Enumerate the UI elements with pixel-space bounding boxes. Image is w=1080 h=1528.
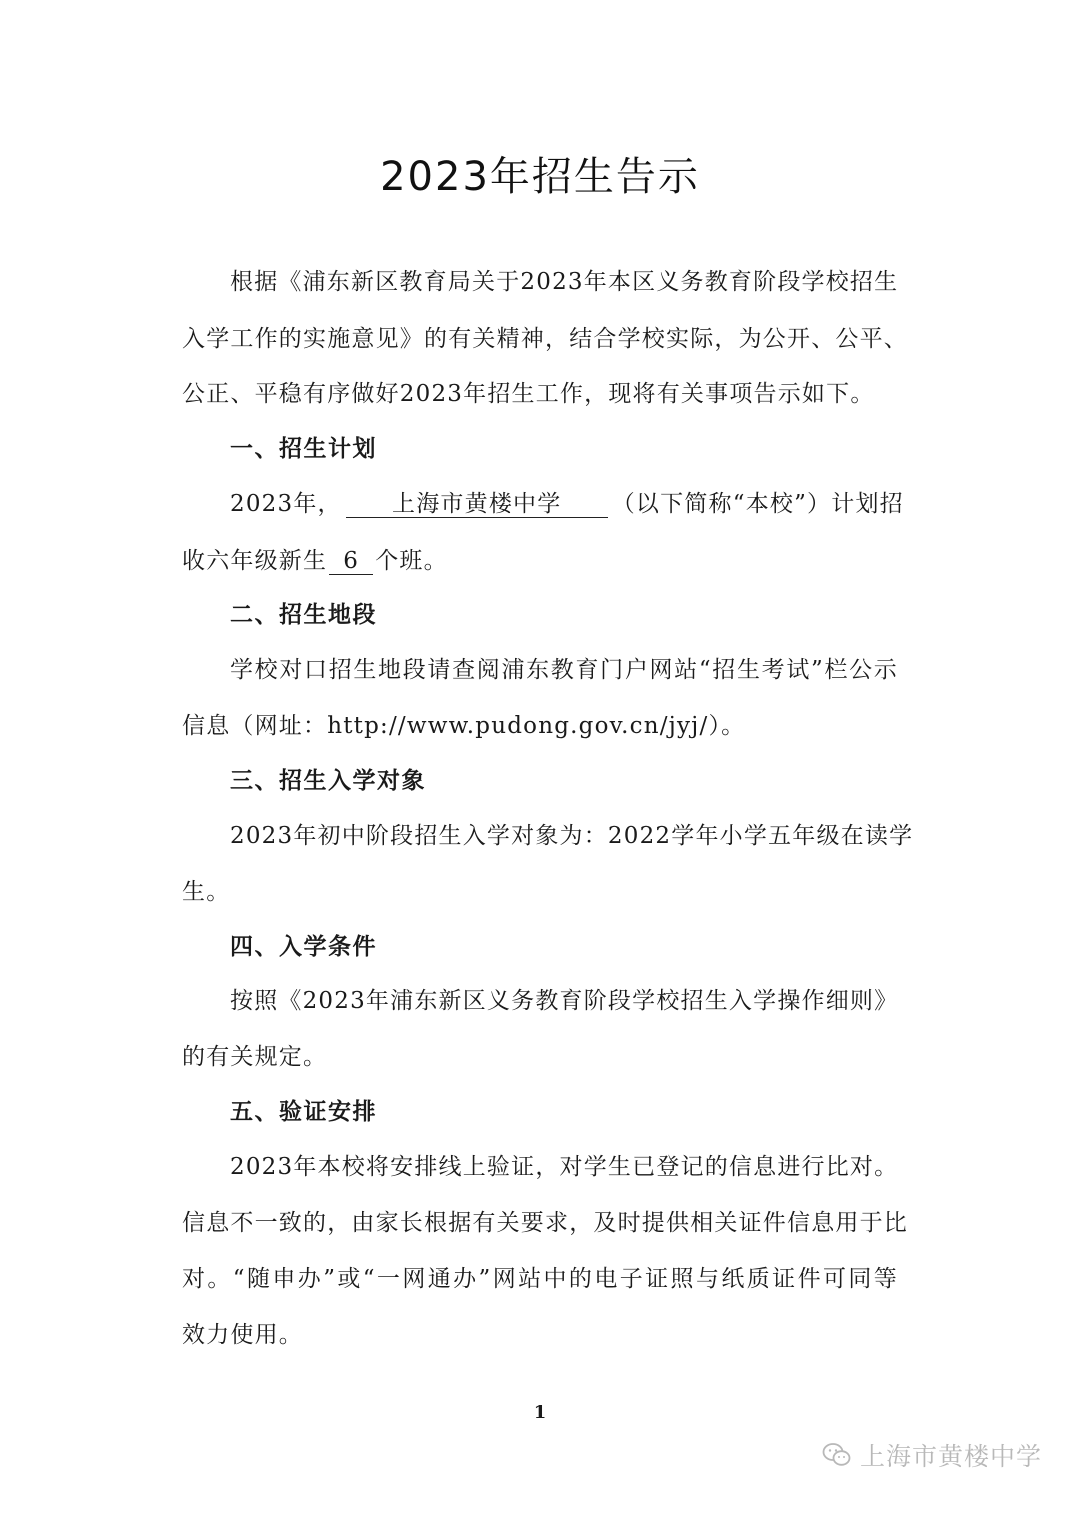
intro-line-2: 入学工作的实施意见》的有关精神，结合学校实际，为公开、公平、 bbox=[182, 326, 908, 352]
eligibility-line-1: 2023年初中阶段招生入学对象为：2022学年小学五年级在读学 bbox=[230, 823, 914, 849]
verification-line-1: 2023年本校将安排线上验证，对学生已登记的信息进行比对。 bbox=[230, 1154, 899, 1180]
section-eligibility-heading: 三、招生入学对象 bbox=[230, 768, 426, 794]
school-name-fill: 上海市黄楼中学 bbox=[346, 491, 608, 518]
eligibility-line-2: 生。 bbox=[182, 879, 231, 905]
plan-line-2 bbox=[182, 546, 898, 576]
verification-line-2: 信息不一致的，由家长根据有关要求，及时提供相关证件信息用于比 bbox=[182, 1210, 908, 1236]
verification-line-4: 效力使用。 bbox=[182, 1322, 303, 1348]
conditions-line-1: 按照《2023年浦东新区义务教育阶段学校招生入学操作细则》 bbox=[230, 988, 899, 1014]
wechat-watermark bbox=[822, 1435, 1042, 1475]
watermark-text: 上海市黄楼中学 bbox=[860, 1442, 1043, 1471]
section-area-heading: 二、招生地段 bbox=[230, 602, 377, 628]
class-count-fill: 6 bbox=[329, 548, 373, 575]
verification-line-3: 对。“随申办”或“一网通办”网站中的电子证照与纸质证件可同等 bbox=[182, 1266, 898, 1292]
intro-line-1: 根据《浦东新区教育局关于2023年本区义务教育阶段学校招生 bbox=[230, 269, 899, 295]
plan-line-2-suffix: 个班。 bbox=[375, 548, 448, 574]
plan-line-1-suffix: （以下简称“本校”）计划招 bbox=[611, 491, 904, 517]
page-title: 2023年招生告示 bbox=[380, 154, 700, 200]
page-number: 1 bbox=[533, 1402, 547, 1423]
conditions-line-2: 的有关规定。 bbox=[182, 1044, 328, 1070]
intro-line-3: 公正、平稳有序做好2023年招生工作，现将有关事项告示如下。 bbox=[182, 381, 875, 407]
plan-line-2-prefix: 收六年级新生 bbox=[182, 548, 328, 574]
section-plan-heading: 一、招生计划 bbox=[230, 436, 377, 462]
plan-line-1 bbox=[230, 489, 904, 519]
wechat-icon bbox=[822, 1442, 852, 1468]
area-line-1: 学校对口招生地段请查阅浦东教育门户网站“招生考试”栏公示 bbox=[230, 657, 898, 683]
area-line-2: 信息（网址：http://www.pudong.gov.cn/jyj/）。 bbox=[182, 713, 746, 739]
plan-line-1-prefix: 2023年， bbox=[230, 491, 342, 517]
section-conditions-heading: 四、入学条件 bbox=[230, 934, 377, 960]
section-verification-heading: 五、验证安排 bbox=[230, 1099, 377, 1125]
